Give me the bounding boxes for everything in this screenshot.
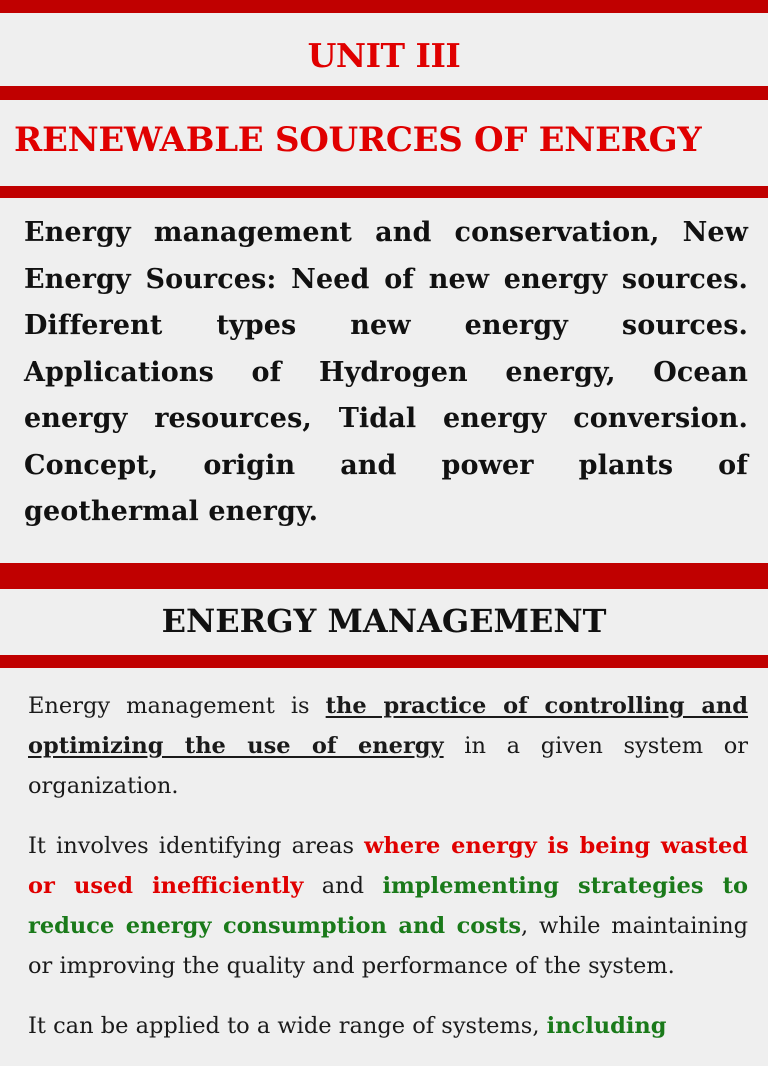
section-title: ENERGY MANAGEMENT bbox=[161, 602, 607, 640]
content-body bbox=[28, 686, 748, 1066]
text-run: and bbox=[303, 873, 383, 899]
paragraph-definition bbox=[28, 686, 748, 806]
paragraph-involves bbox=[28, 826, 748, 986]
slide-separator-bar bbox=[0, 563, 768, 589]
text-run: Energy management is bbox=[28, 693, 326, 719]
paragraph-applied bbox=[28, 1006, 748, 1046]
text-run: in a given system or organization. bbox=[28, 733, 749, 799]
page-heading: RENEWABLE SOURCES OF ENERGY bbox=[14, 120, 702, 160]
red-highlight: where energy is being wasted or used inefficiently bbox=[28, 833, 748, 899]
syllabus-text: Energy management and conservation, New Energy Sources: Need of new energy sources. Different types new energy sources. Applications of Hydrogen energy, Ocean energy resources, Tidal energy conversion. Concept, origin and power plants of geothermal energy. bbox=[24, 217, 748, 527]
text-run: , while maintaining or improving the quality and performance of the system. bbox=[28, 913, 748, 979]
text-run: It involves identifying areas bbox=[28, 833, 365, 859]
green-highlight: including bbox=[546, 1013, 667, 1039]
underlined-definition: the practice of controlling and optimizing the use of energy bbox=[28, 693, 749, 759]
unit-title: UNIT III bbox=[307, 36, 461, 75]
section-divider-bar bbox=[0, 655, 768, 668]
top-red-bar bbox=[0, 0, 768, 13]
unit-divider-bar bbox=[0, 86, 768, 100]
green-highlight: implementing strategies to reduce energy consumption and costs bbox=[28, 873, 748, 939]
text-run: It can be applied to a wide range of systems, bbox=[28, 1013, 547, 1039]
heading-divider-bar bbox=[0, 186, 768, 198]
